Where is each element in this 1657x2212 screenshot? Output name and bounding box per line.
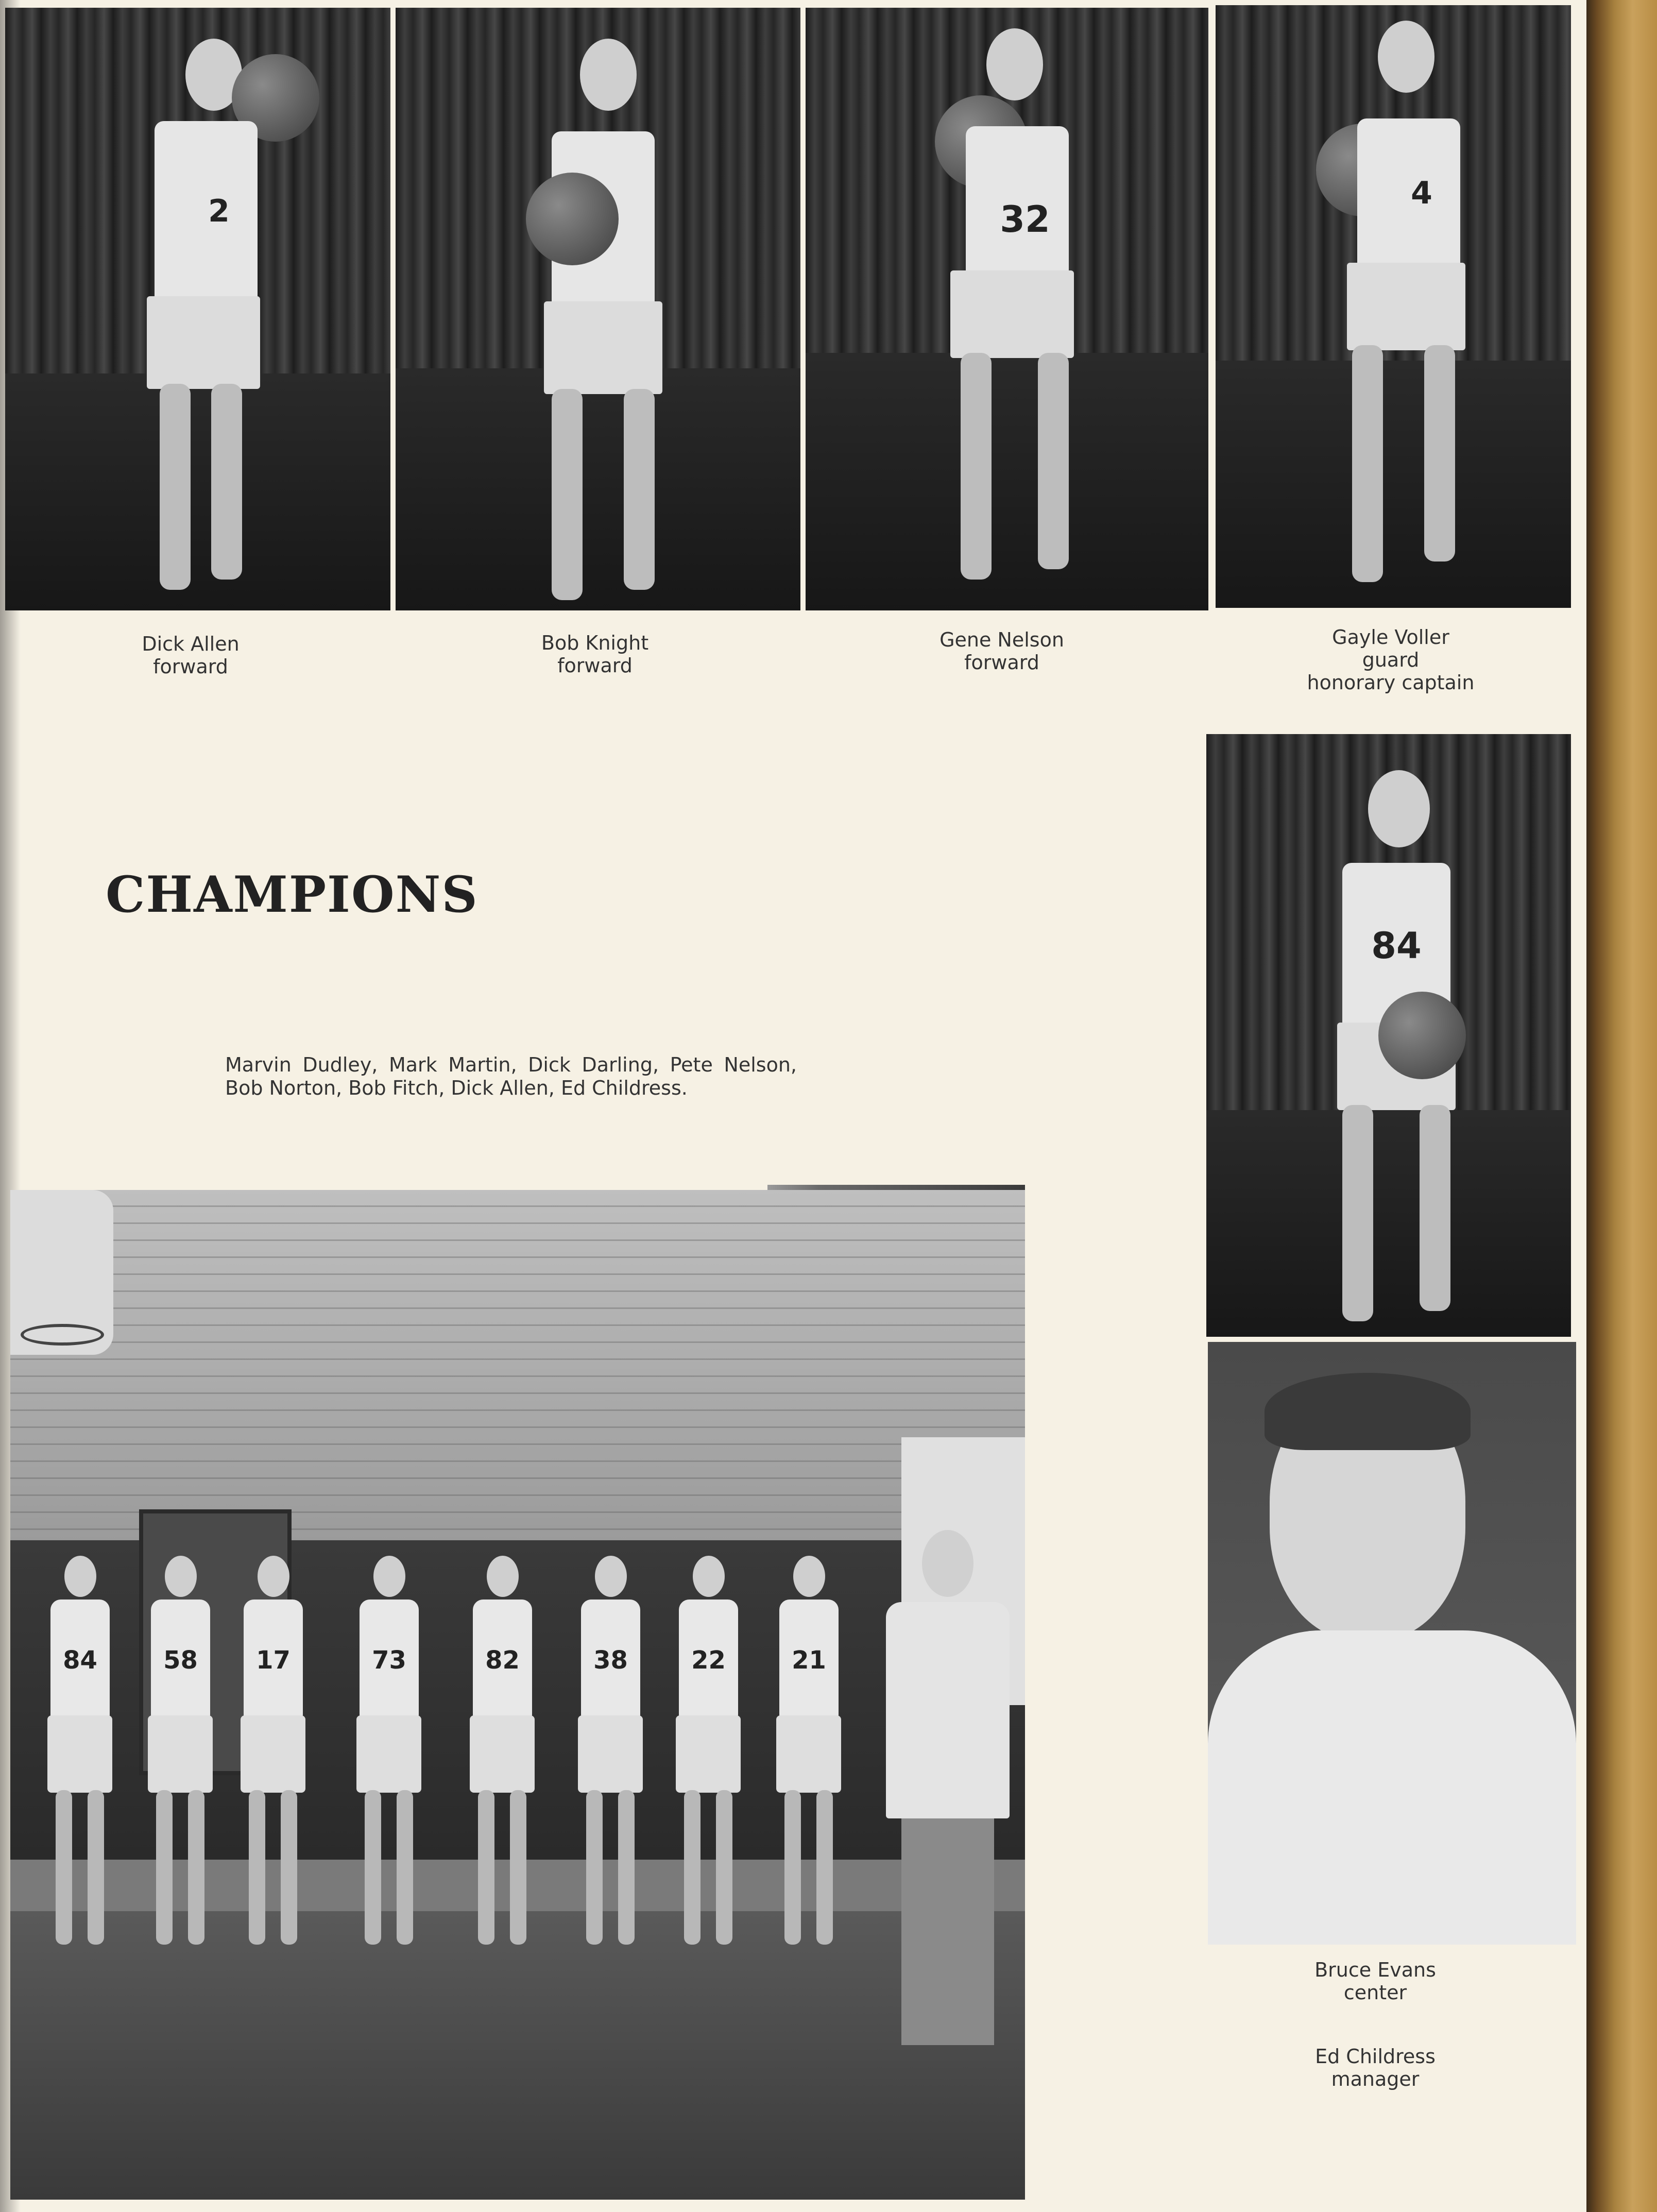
photo-dick-allen bbox=[5, 8, 390, 610]
player-honor: honorary captain bbox=[1307, 671, 1475, 694]
player-position: forward bbox=[557, 654, 633, 677]
player-name: Gene Nelson bbox=[939, 628, 1064, 651]
player-name: Bob Knight bbox=[541, 632, 649, 654]
caption-gayle-voller bbox=[1262, 626, 1519, 694]
jersey-number: 4 bbox=[1411, 175, 1432, 211]
jersey-number: 32 bbox=[1000, 198, 1050, 241]
jersey-number: 17 bbox=[256, 1646, 291, 1675]
caption-bruce-evans bbox=[1246, 1959, 1504, 2004]
photo-team-gym bbox=[10, 1190, 1025, 2200]
photo-gene-nelson bbox=[806, 8, 1208, 610]
player-position: guard bbox=[1362, 649, 1420, 671]
photo-player-84 bbox=[1206, 734, 1571, 1337]
person-name: Ed Childress bbox=[1315, 2045, 1436, 2068]
book-binding-edge bbox=[1586, 0, 1657, 2212]
photo-bob-knight bbox=[396, 8, 800, 610]
player-name: Dick Allen bbox=[142, 633, 240, 655]
caption-dick-allen bbox=[88, 633, 294, 678]
player-position: forward bbox=[964, 651, 1039, 674]
jersey-number: 38 bbox=[593, 1646, 628, 1675]
player-position: forward bbox=[153, 655, 228, 678]
person-name: Bruce Evans bbox=[1314, 1959, 1436, 1981]
caption-ed-childress bbox=[1246, 2045, 1504, 2090]
jersey-number: 73 bbox=[372, 1646, 406, 1675]
photo-bruce-evans bbox=[1208, 1342, 1576, 1945]
jersey-number: 82 bbox=[485, 1646, 520, 1675]
jersey-number: 21 bbox=[792, 1646, 826, 1675]
manager-figure bbox=[881, 1530, 1015, 2045]
person-role: manager bbox=[1331, 2068, 1420, 2090]
jersey-number: 84 bbox=[63, 1646, 97, 1675]
team-photo-caption: Marvin Dudley, Mark Martin, Dick Darling, Pete Nelson, Bob Norton, Bob Fitch, Dick Allen, Ed Childress. bbox=[225, 1053, 797, 1099]
player-name: Gayle Voller bbox=[1332, 626, 1449, 649]
jersey-number: 22 bbox=[691, 1646, 726, 1675]
caption-bob-knight bbox=[492, 632, 698, 677]
photo-gayle-voller bbox=[1216, 5, 1571, 608]
jersey-number: 58 bbox=[163, 1646, 198, 1675]
page-title: CHAMPIONS bbox=[106, 865, 479, 924]
jersey-number: 84 bbox=[1371, 925, 1422, 967]
caption-gene-nelson bbox=[899, 628, 1105, 674]
person-role: center bbox=[1343, 1981, 1407, 2004]
jersey-number: 2 bbox=[208, 193, 230, 229]
basketball-hoop bbox=[21, 1324, 104, 1346]
